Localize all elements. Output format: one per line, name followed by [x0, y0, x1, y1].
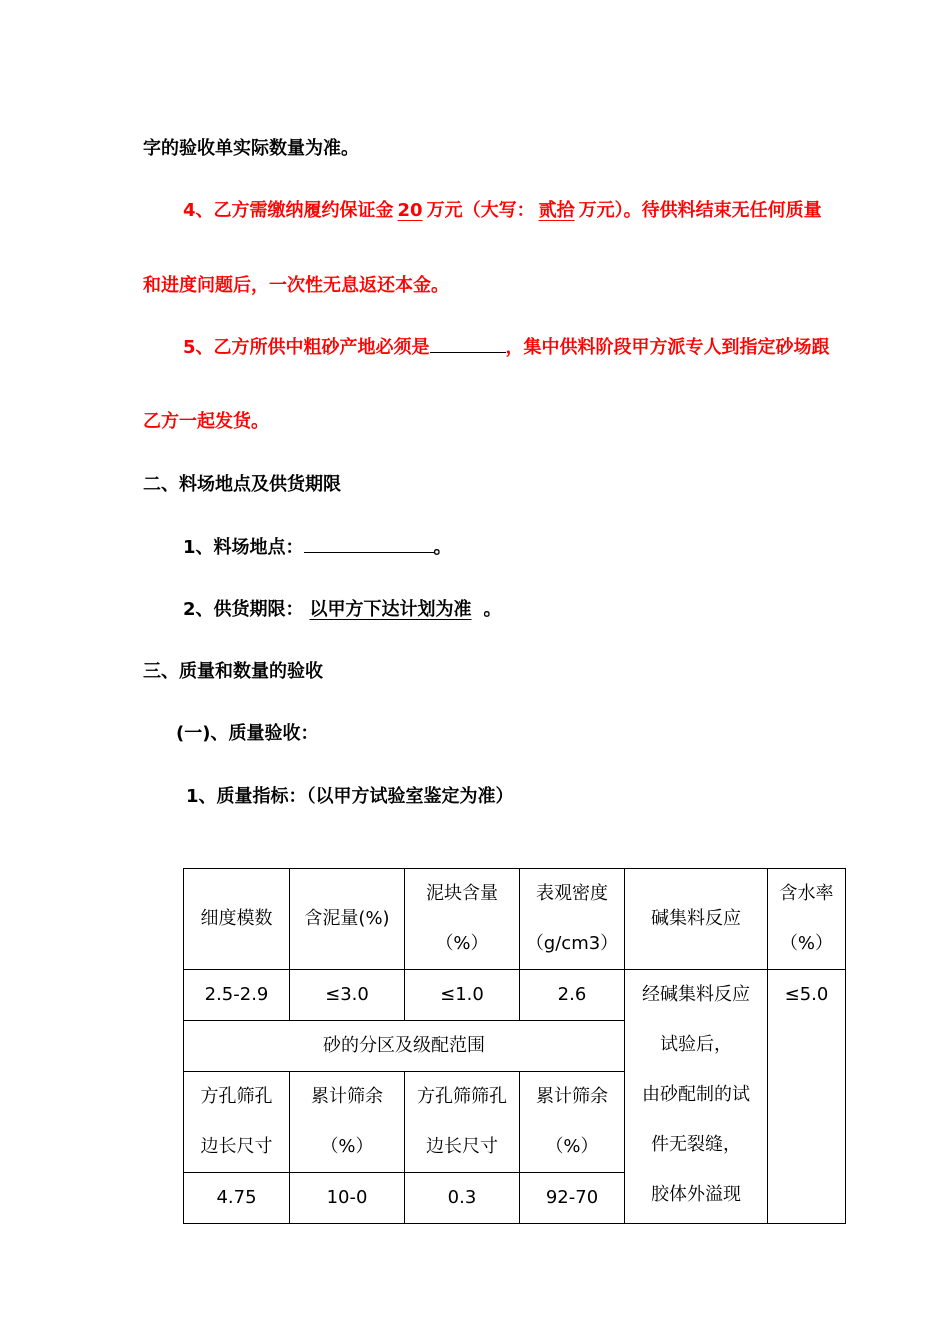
clause-5-text-2: 乙方一起发货。	[143, 411, 269, 432]
section-3-title	[143, 660, 323, 684]
clause-4-text-2: 和进度问题后，一次性无息返还本金。	[143, 275, 449, 296]
clause-5-line-1	[183, 336, 830, 360]
table-header-row	[184, 869, 846, 970]
header-text: 泥块含量	[426, 883, 498, 904]
header-text: 方孔筛孔	[200, 1086, 273, 1107]
header-unit: （%）	[545, 1136, 599, 1157]
section-3-item-1	[186, 785, 514, 809]
header-text: 含水率	[779, 883, 834, 904]
value-clay-lump: ≤1.0	[405, 970, 520, 1021]
item-end: 。	[483, 599, 502, 620]
header-unit: （g/cm3）	[525, 933, 619, 954]
clause-4-post: 万元）。待供料结束无任何质量	[578, 200, 822, 221]
header-sieve-2	[405, 1072, 520, 1173]
section-2-title	[143, 473, 341, 497]
header-cumulative-2	[520, 1072, 625, 1173]
item-label: 1、料场地点：	[183, 537, 304, 558]
grading-title: 砂的分区及级配范围	[184, 1021, 625, 1072]
header-clay-lump	[405, 869, 520, 970]
alkali-line: 经碱集料反应	[642, 984, 750, 1005]
clause-5-line-2	[143, 410, 269, 434]
value-moisture	[768, 970, 846, 1224]
alkali-line: 件无裂缝，	[651, 1134, 741, 1155]
section-3-subtitle	[176, 722, 318, 746]
header-unit: （%）	[779, 933, 834, 954]
section-title: 二、料场地点及供货期限	[143, 474, 341, 495]
clause-5-text: 5、乙方所供中粗砂产地必须是	[183, 337, 430, 358]
item-label: 2、供货期限：	[183, 599, 304, 620]
alkali-reaction-description	[625, 970, 768, 1224]
alkali-line: 试验后，	[660, 1034, 732, 1055]
value-cumulative-1: 10-0	[290, 1173, 405, 1224]
value-density: 2.6	[520, 970, 625, 1021]
section-2-item-2	[183, 598, 502, 622]
supply-period-value: 以甲方下达计划为准	[309, 599, 472, 620]
header-unit: （%）	[435, 933, 489, 954]
origin-blank	[430, 336, 506, 353]
header-mud-content: 含泥量(%)	[290, 869, 405, 970]
item-end: 。	[433, 537, 452, 558]
value-fineness: 2.5-2.9	[184, 970, 290, 1021]
alkali-line: 胶体外溢现	[651, 1184, 741, 1205]
value-sieve-1: 4.75	[184, 1173, 290, 1224]
paragraph-line-1	[143, 137, 359, 161]
clause-4-text: 4、乙方需缴纳履约保证金	[183, 200, 394, 221]
value-cumulative-2: 92-70	[520, 1173, 625, 1224]
subsection-title: (一)、质量验收：	[176, 723, 319, 744]
moisture-value: ≤5.0	[784, 984, 829, 1005]
deposit-amount: 20	[397, 200, 423, 221]
section-2-item-1	[183, 536, 452, 560]
clause-4-line-1	[183, 199, 822, 223]
clause-4-mid: 万元（大写：	[426, 200, 535, 221]
header-text: 累计筛余	[536, 1086, 608, 1107]
header-fineness: 细度模数	[184, 869, 290, 970]
value-sieve-2: 0.3	[405, 1173, 520, 1224]
header-cumulative-1	[290, 1072, 405, 1173]
clause-5-post: ，集中供料阶段甲方派专人到指定砂场跟	[505, 337, 830, 358]
paragraph-text: 字的验收单实际数量为准。	[143, 138, 359, 159]
header-text: 边长尺寸	[200, 1136, 273, 1157]
quality-spec-table	[183, 868, 846, 1224]
header-text: 表观密度	[536, 883, 608, 904]
header-text: 边长尺寸	[426, 1136, 498, 1157]
header-text: 累计筛余	[311, 1086, 383, 1107]
table-row	[184, 970, 846, 1021]
value-mud-content: ≤3.0	[290, 970, 405, 1021]
quality-index-label: 1、质量指标：（以甲方试验室鉴定为准）	[186, 786, 514, 807]
header-moisture	[768, 869, 846, 970]
header-alkali-reaction: 碱集料反应	[625, 869, 768, 970]
clause-4-line-2	[143, 274, 449, 298]
header-density	[520, 869, 625, 970]
deposit-amount-uppercase: 贰拾	[538, 200, 575, 221]
header-text: 方孔筛筛孔	[417, 1086, 507, 1107]
header-unit: （%）	[320, 1136, 374, 1157]
yard-location-blank	[304, 536, 434, 553]
header-sieve-1	[184, 1072, 290, 1173]
alkali-line: 由砂配制的试	[642, 1084, 750, 1105]
section-title: 三、质量和数量的验收	[143, 661, 323, 682]
